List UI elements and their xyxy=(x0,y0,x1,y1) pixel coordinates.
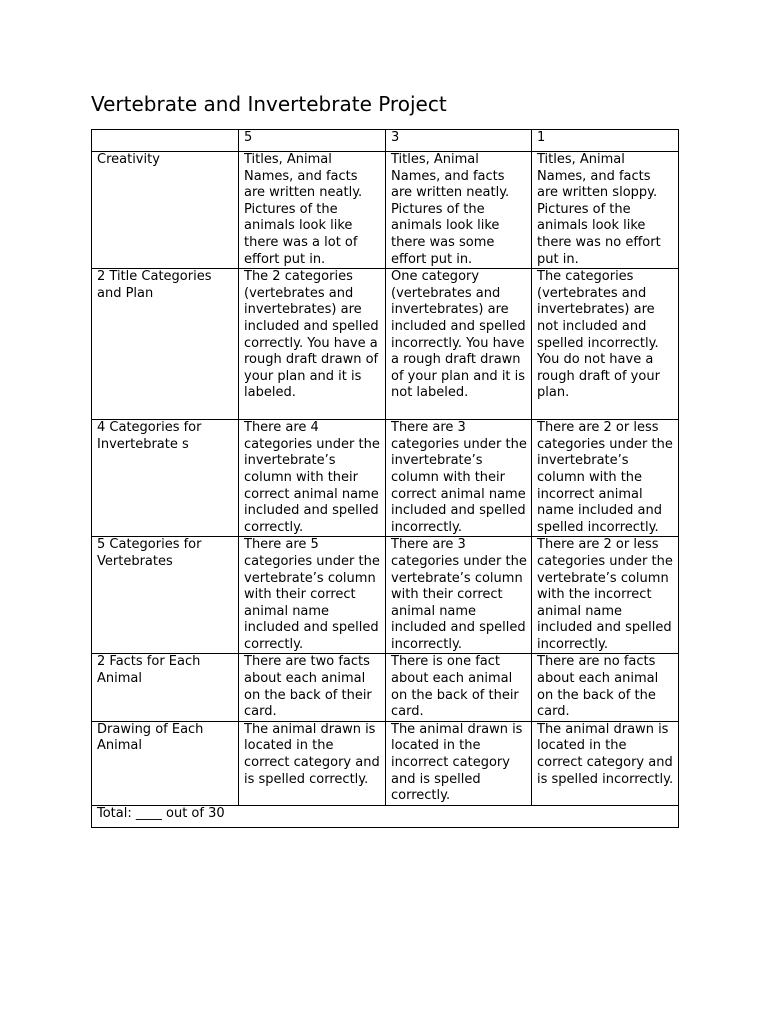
rubric-cell: The categories (vertebrates and invertebrates) are not included and spelled incorrectly. You do not have a rough draft of your plan. xyxy=(532,269,679,420)
rubric-cell: There are 5 categories under the vertebrate’s column with their correct animal name included and spelled correctly. xyxy=(239,537,386,654)
criterion-label: Creativity xyxy=(92,152,239,269)
rubric-cell: One category (vertebrates and invertebrates) are included and spelled incorrectly. You have a rough draft drawn of your plan and it is not labeled. xyxy=(386,269,532,420)
score-header-3: 3 xyxy=(386,130,532,152)
rubric-cell: There are 3 categories under the invertebrate’s column with their correct animal name included and spelled incorrectly. xyxy=(386,420,532,537)
rubric-cell: Titles, Animal Names, and facts are written sloppy. Pictures of the animals look like there was no effort put in. xyxy=(532,152,679,269)
table-row xyxy=(92,420,679,537)
total-score-line: Total: ____ out of 30 xyxy=(92,805,679,827)
rubric-cell: Titles, Animal Names, and facts are written neatly. Pictures of the animals look like there was some effort put in. xyxy=(386,152,532,269)
rubric-cell: Titles, Animal Names, and facts are written neatly. Pictures of the animals look like there was a lot of effort put in. xyxy=(239,152,386,269)
table-row xyxy=(92,269,679,420)
header-empty-cell xyxy=(92,130,239,152)
score-header-1: 1 xyxy=(532,130,679,152)
rubric-cell: There are 4 categories under the invertebrate’s column with their correct animal name included and spelled correctly. xyxy=(239,420,386,537)
criterion-label: 2 Facts for Each Animal xyxy=(92,654,239,721)
rubric-cell: There is one fact about each animal on the back of their card. xyxy=(386,654,532,721)
rubric-cell: There are 2 or less categories under the invertebrate’s column with the incorrect animal name included and spelled incorrectly. xyxy=(532,420,679,537)
rubric-cell: The animal drawn is located in the incorrect category and is spelled correctly. xyxy=(386,721,532,805)
criterion-label: Drawing of Each Animal xyxy=(92,721,239,805)
total-row xyxy=(92,805,679,827)
rubric-cell: There are 3 categories under the vertebrate’s column with their correct animal name included and spelled incorrectly. xyxy=(386,537,532,654)
table-row xyxy=(92,152,679,269)
criterion-label: 5 Categories for Vertebrates xyxy=(92,537,239,654)
rubric-cell: The animal drawn is located in the correct category and is spelled incorrectly. xyxy=(532,721,679,805)
rubric-cell: There are 2 or less categories under the vertebrate’s column with the incorrect animal name included and spelled incorrectly. xyxy=(532,537,679,654)
rubric-table xyxy=(91,129,679,828)
criterion-label: 4 Categories for Invertebrate s xyxy=(92,420,239,537)
header-row xyxy=(92,130,679,152)
table-row xyxy=(92,537,679,654)
rubric-cell: There are no facts about each animal on the back of the card. xyxy=(532,654,679,721)
score-header-5: 5 xyxy=(239,130,386,152)
table-row xyxy=(92,654,679,721)
document-title: Vertebrate and Invertebrate Project xyxy=(91,92,447,116)
rubric-cell: There are two facts about each animal on the back of their card. xyxy=(239,654,386,721)
criterion-label: 2 Title Categories and Plan xyxy=(92,269,239,420)
rubric-cell: The animal drawn is located in the correct category and is spelled correctly. xyxy=(239,721,386,805)
rubric-cell: The 2 categories (vertebrates and invertebrates) are included and spelled correctly. You have a rough draft drawn of your plan and it is labeled. xyxy=(239,269,386,420)
table-row xyxy=(92,721,679,805)
